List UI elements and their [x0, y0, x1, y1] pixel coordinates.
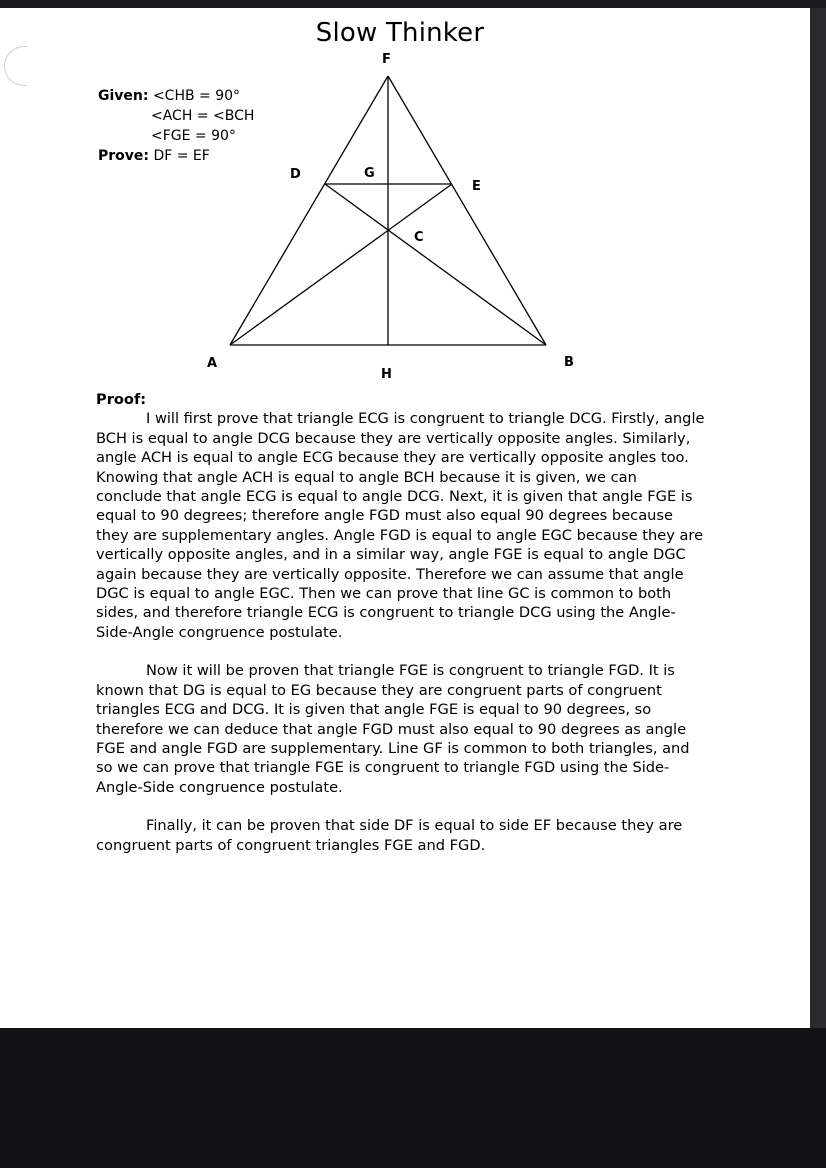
line-db [325, 184, 546, 345]
prove-text: DF = EF [153, 148, 210, 164]
label-a: A [207, 356, 218, 371]
label-c: C [414, 230, 424, 245]
label-f: F [382, 52, 391, 67]
given-line-1: <CHB = 90° [152, 88, 241, 104]
label-d: D [290, 167, 301, 182]
geometry-diagram [0, 0, 810, 400]
page-title: Slow Thinker [315, 18, 485, 48]
given-line-2: <ACH = <BCH [151, 108, 255, 124]
label-g: G [364, 166, 375, 181]
line-ae [230, 184, 452, 345]
label-e: E [472, 179, 481, 194]
line-fa [230, 76, 388, 345]
proof-section [96, 390, 706, 874]
given-line-3: <FGE = 90° [151, 128, 236, 144]
label-h: H [381, 367, 392, 382]
line-fb [388, 76, 546, 345]
scan-right-border [810, 8, 826, 1028]
prove-label: Prove: [98, 148, 150, 164]
proof-paragraph-2: Now it will be proven that triangle FGE is congruent to triangle FGD. It is known that DG is equal to EG because they are congruent parts of congruent triangles ECG and DCG. It is given that angle FGE is equal to 90 degrees, so therefore we can deduce that angle FGD must also equal to 90 degrees as angle FGE and angle FGD are supplementary. Line GF is common to both triangles, and so we can prove that triangle FGE is congruent to triangle FGD using the Side-Angle-Side congruence postulate. [96, 662, 690, 796]
scan-bottom-border [0, 1028, 826, 1168]
given-label: Given: [98, 88, 149, 104]
proof-paragraph-3: Finally, it can be proven that side DF is equal to side EF because they are congruent parts of congruent triangles FGE and FGD. [96, 817, 683, 854]
proof-heading: Proof: [96, 391, 147, 408]
label-b: B [564, 355, 574, 370]
proof-paragraph-1: I will first prove that triangle ECG is congruent to triangle DCG. Firstly, angle BCH is equal to angle DCG because they are vertically opposite angles. Similarly, angle ACH is equal to angle ECG because they are vertically opposite angles too. Knowing that angle ACH is equal to angle BCH because it is given, we can conclude that angle ECG is equal to angle DCG. Next, it is given that angle FGE is equal to 90 degrees; therefore angle FGD must also equal 90 degrees because they are supplementary angles. Angle FGD is equal to angle EGC because they are vertically opposite angles, and in a similar way, angle FGE is equal to angle DGC again because they are vertically opposite. Therefore we can assume that angle DGC is equal to angle EGC. Then we can prove that line GC is common to both sides, and therefore triangle ECG is congruent to triangle DCG using the Angle-Side-Angle congruence postulate. [96, 410, 705, 641]
